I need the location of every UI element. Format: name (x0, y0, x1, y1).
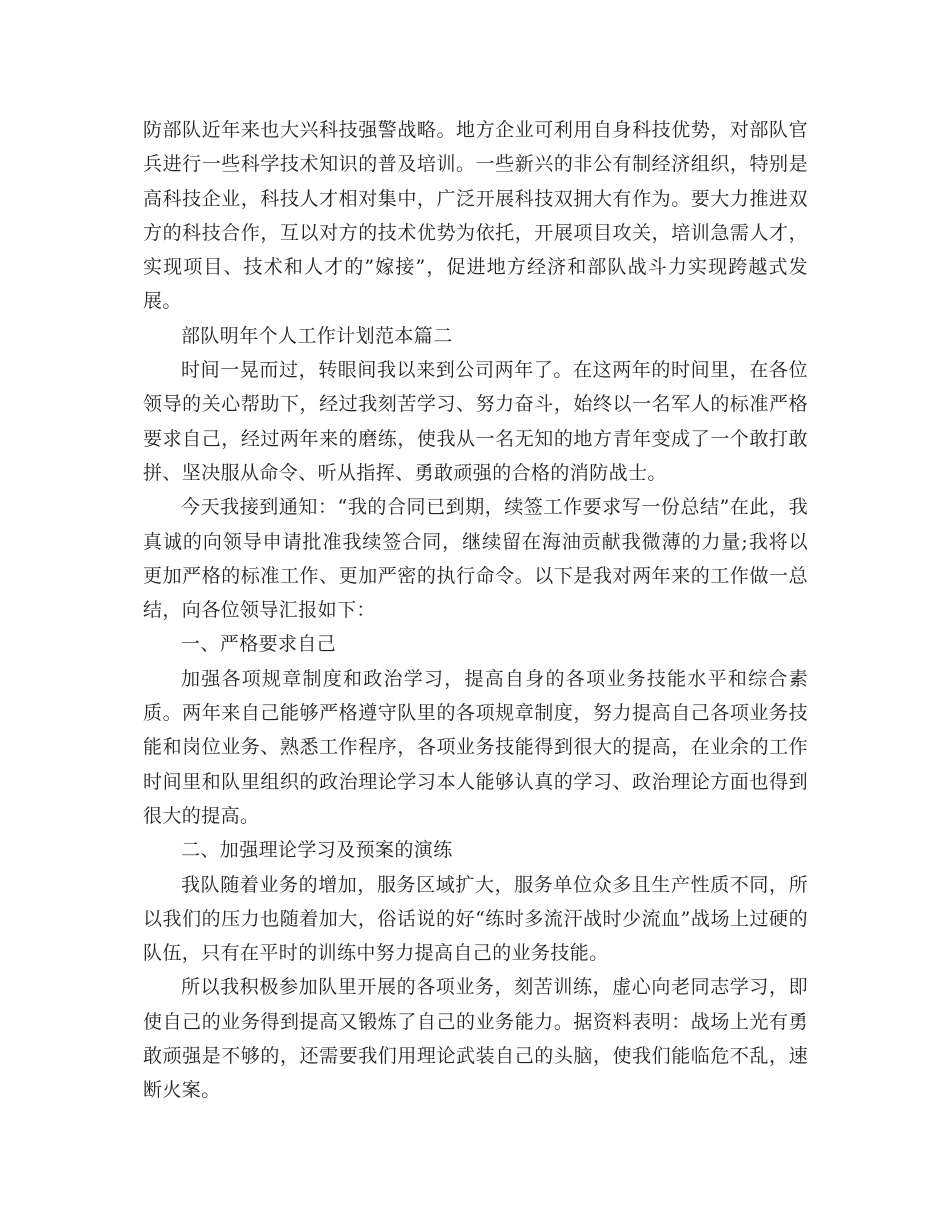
subsection-heading: 一、严格要求自己 (181, 633, 337, 656)
paragraph: 今天我接到通知：“我的合同已到期，续签工作要求写一份总结”在此，我真诚的向领导申请批准我续签合同，继续留在海油贡献我微薄的力量;我将以更加严格的标准工作、更加严密的执行命令。以下是我对两年来的工作做一总结，向各位领导汇报如下： (143, 496, 808, 622)
section-title: 部队明年个人工作计划范本篇二 (181, 324, 453, 347)
paragraph-intro-continuation: 防部队近年来也大兴科技强警战略。地方企业可利用自身科技优势，对部队官兵进行一些科学技术知识的普及培训。一些新兴的非公有制经济组织，特别是高科技企业，科技人才相对集中，广泛开展科技双拥大有作为。要大力推进双方的科技合作，互以对方的技术优势为依托，开展项目攻关，培训急需人才，实现项目、技术和人才的”嫁接”，促进地方经济和部队战斗力实现跨越式发展。 (143, 119, 808, 313)
paragraph: 所以我积极参加队里开展的各项业务，刻苦训练，虚心向老同志学习，即使自己的业务得到提高又锻炼了自己的业务能力。据资料表明：战场上光有勇敢顽强是不够的，还需要我们用理论武装自己的头脑，使我们能临危不乱，速断火案。 (143, 976, 808, 1102)
paragraph: 加强各项规章制度和政治学习，提高自身的各项业务技能水平和综合素质。两年来自己能够严格遵守队里的各项规章制度，努力提高自己各项业务技能和岗位业务、熟悉工作程序，各项业务技能得到很大的提高，在业余的工作时间里和队里组织的政治理论学习本人能够认真的学习、政治理论方面也得到很大的提高。 (143, 667, 808, 827)
paragraph: 我队随着业务的增加，服务区域扩大，服务单位众多且生产性质不同，所以我们的压力也随着加大，俗话说的好“练时多流汗战时少流血”战场上过硬的队伍，只有在平时的训练中努力提高自己的业务技能。 (143, 873, 808, 965)
document-body (143, 113, 808, 1108)
subsection-heading: 二、加强理论学习及预案的演练 (181, 839, 453, 862)
paragraph: 时间一晃而过，转眼间我以来到公司两年了。在这两年的时间里，在各位领导的关心帮助下，经过我刻苦学习、努力奋斗，始终以一名军人的标准严格要求自己，经过两年来的磨练，使我从一名无知的地方青年变成了一个敢打敢拼、坚决服从命令、听从指挥、勇敢顽强的合格的消防战士。 (143, 359, 808, 484)
